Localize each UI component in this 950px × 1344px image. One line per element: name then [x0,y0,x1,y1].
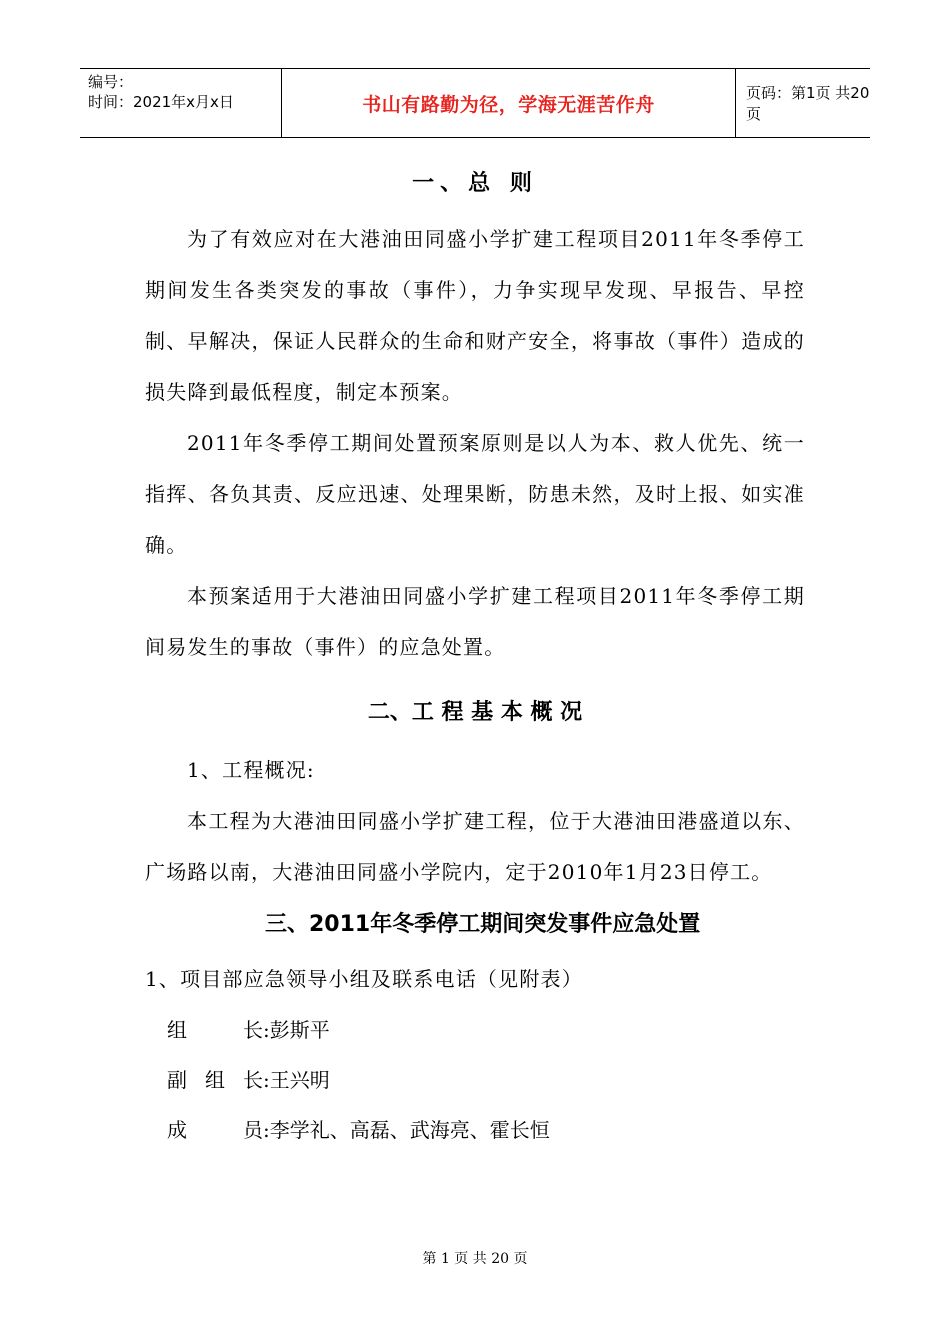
number-label: 编号： [88,73,134,91]
member-value: 彭斯平 [269,1018,330,1042]
member-row-deputy: 副 组 长 : 王兴明 [145,1055,805,1105]
time-label: 时间：2021年x月x日 [88,93,234,111]
section-2-paragraph-1: 本工程为大港油田同盛小学扩建工程，位于大港油田港盛道以东、广场路以南，大港油田同盛小学院内，定于2010年1月23日停工。 [145,809,805,884]
member-row-members: 成 员 : 李学礼、高磊、武海亮、霍长恒 [145,1105,805,1155]
header-left-cell [80,69,282,137]
member-label: 成 员 [167,1118,263,1142]
motto: 书山有路勤为径，学海无涯苦作舟 [282,69,736,137]
member-label: 组 长 [167,1018,263,1042]
member-value: 李学礼、高磊、武海亮、霍长恒 [269,1118,550,1142]
member-label: 副 组 长 [167,1068,263,1092]
section-3-title: 三、2011年冬季停工期间突发事件应急处置 [265,912,701,937]
member-value: 王兴明 [269,1068,330,1092]
page-info: 页码：第1页 共20页 [746,84,870,123]
section-3-subtitle: 1、项目部应急领导小组及联系电话（见附表） [145,967,583,991]
page-footer: 第 1 页 共 20 页 [422,1251,528,1267]
member-row-leader: 组 长 : 彭斯平 [145,1005,805,1055]
header-table [80,68,870,138]
section-1-paragraph-2: 2011年冬季停工期间处置预案原则是以人为本、救人优先、统一指挥、各负其责、反应迅速、处理果断，防患未然，及时上报、如实准确。 [145,431,805,557]
section-2-title: 二、工 程 基 本 概 况 [367,700,583,725]
section-1-title: 一、总 则 [412,171,538,196]
section-1-paragraph-1: 为了有效应对在大港油田同盛小学扩建工程项目2011年冬季停工期间发生各类突发的事故（事件），力争实现早发现、早报告、早控制、早解决，保证人民群众的生命和财产安全，将事故（事件）造成的损失降到最低程度，制定本预案。 [145,227,805,404]
document-body [145,160,805,1155]
section-2-subtitle: 1、工程概况: [187,758,315,782]
section-1-paragraph-3: 本预案适用于大港油田同盛小学扩建工程项目2011年冬季停工期间易发生的事故（事件）的应急处置。 [145,584,805,659]
